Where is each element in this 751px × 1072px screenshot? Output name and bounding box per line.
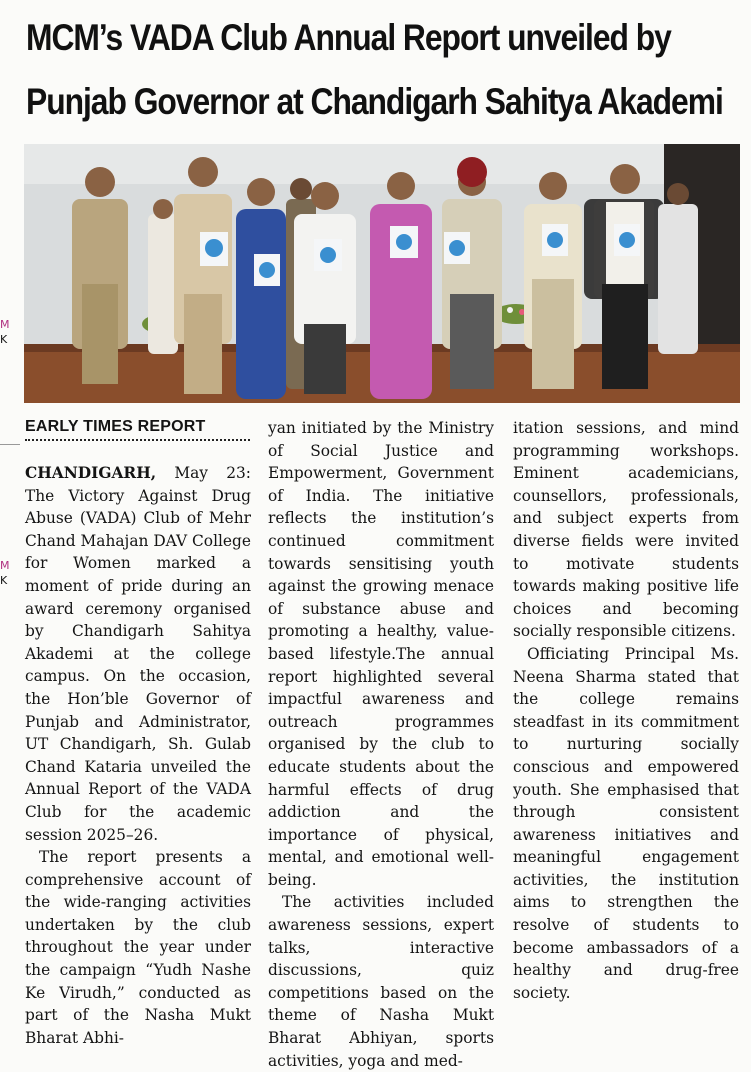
paragraph: yan initiated by the Ministry of Social Justice and Empowerment, Government of India. The initiative reflects the institution’s continued commitment towards sensitising youth against the growing menace of substance abuse and promoting a healthy, value-based lifestyle.The annual report highlighted several impactful awareness and outreach programmes organised by the club to educate students about the harmful effects of drug addiction and the importance of physical, mental, and emotional well-being. [268,419,494,889]
paragraph: itation sessions, and mind programming workshops. Eminent academicians, counsellors, professionals, and subject experts from diverse fields were invited to motivate students towards making positive life choices and becoming socially responsible citizens. [513,419,739,641]
paragraph: The report presents a comprehensive account of the wide-ranging activities undertaken by the club throughout the year under the campaign “Yudh Nashe Ke Virudh,” conducted as part of the Nasha Mukt Bharat Abhi- [25,848,251,1047]
dateline: CHANDIGARH, [25,464,157,482]
paragraph [25,462,251,846]
group-photo-image [24,144,740,403]
group-photo [24,144,740,403]
section-kicker: EARLY TIMES REPORT [25,418,250,441]
edge-mark: M [0,318,10,331]
edge-mark: M [0,559,10,572]
edge-mark: K [0,574,8,587]
paragraph-text: May 23: The Victory Against Drug Abuse (VADA) Club of Mehr Chand Mahajan DAV College for Women marked a moment of pride during an award ceremony organised by Chandigarh Sahitya Akademi at the college campus. On the occasion, the Hon’ble Governor of Punjab and Administrator, UT Chandigarh, Sh. Gulab Chand Kataria unveiled the Annual Report of the VADA Club for the academic session 2025–26. [25,464,251,844]
article-column-2 [268,417,494,1072]
article-column-1 [25,462,251,1049]
headline: MCM’s VADA Club Annual Report unveiled by Punjab Governor at Chandigarh Sahitya Akademi [26,17,723,122]
edge-mark: K [0,333,8,346]
paragraph: The activities included awareness sessions, expert talks, interactive discussions, quiz competitions based on the theme of Nasha Mukt Bharat Abhiyan, sports activities, yoga and med- [268,893,494,1070]
paragraph: Officiating Principal Ms. Neena Sharma stated that the college remains steadfast in its commitment to nurturing socially conscious and empowered youth. She emphasised that through consistent awareness initiatives and meaningful engagement activities, the institution aims to strengthen the resolve of students to become ambassadors of a healthy and drug-free society. [513,644,739,1002]
divider [0,444,20,445]
article-column-3 [513,417,739,1004]
